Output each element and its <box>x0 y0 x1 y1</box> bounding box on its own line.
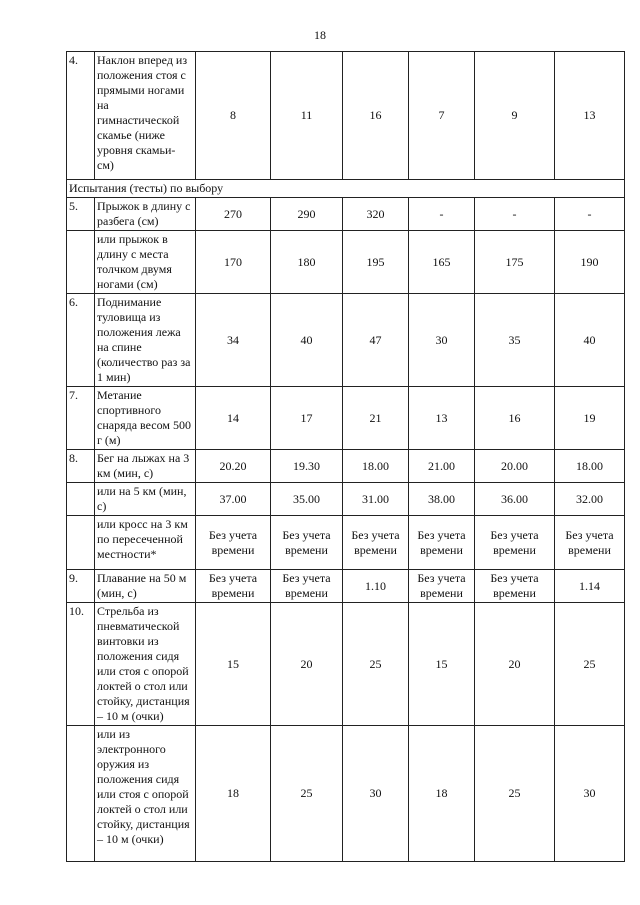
row-number <box>67 231 95 294</box>
norm-value: 47 <box>343 294 409 387</box>
norm-value: 18 <box>196 726 271 862</box>
table-row <box>67 198 625 231</box>
norm-value: Без учета времени <box>343 516 409 570</box>
test-name: или прыжок в длину с места толчком двумя ногами (см) <box>95 231 196 294</box>
row-number <box>67 483 95 516</box>
norm-value: 165 <box>409 231 475 294</box>
norm-value: 18.00 <box>343 450 409 483</box>
norm-value: 20 <box>475 603 555 726</box>
norm-value: 31.00 <box>343 483 409 516</box>
test-name: или из электронного оружия из положения сидя или стоя с опорой локтей о стол или стойку, дистанция – 10 м (очки) <box>95 726 196 862</box>
norm-value: 19.30 <box>271 450 343 483</box>
norm-value: 8 <box>196 52 271 180</box>
norm-value: 30 <box>409 294 475 387</box>
norm-value: 40 <box>271 294 343 387</box>
norm-value: 11 <box>271 52 343 180</box>
norm-value: 38.00 <box>409 483 475 516</box>
norm-value: Без учета времени <box>409 570 475 603</box>
norm-value: Без учета времени <box>271 516 343 570</box>
norm-value: 35 <box>475 294 555 387</box>
norm-value: Без учета времени <box>475 570 555 603</box>
test-name: или на 5 км (мин, с) <box>95 483 196 516</box>
row-number <box>67 516 95 570</box>
row-number: 5. <box>67 198 95 231</box>
row-number: 9. <box>67 570 95 603</box>
row-number: 10. <box>67 603 95 726</box>
norm-value: - <box>555 198 625 231</box>
norm-value: 20.00 <box>475 450 555 483</box>
page-number: 18 <box>314 28 326 42</box>
row-number: 7. <box>67 387 95 450</box>
norm-value: 1.14 <box>555 570 625 603</box>
norm-value: 9 <box>475 52 555 180</box>
norm-value: 17 <box>271 387 343 450</box>
norm-value: 36.00 <box>475 483 555 516</box>
norms-table <box>66 51 625 862</box>
norm-value: 18 <box>409 726 475 862</box>
table-row <box>67 516 625 570</box>
table-row <box>67 387 625 450</box>
norm-value: 16 <box>475 387 555 450</box>
norm-value: 190 <box>555 231 625 294</box>
norm-value: 20 <box>271 603 343 726</box>
norm-value: 15 <box>196 603 271 726</box>
table-row <box>67 483 625 516</box>
row-number <box>67 726 95 862</box>
table-row <box>67 726 625 862</box>
test-name: Прыжок в длину с разбега (см) <box>95 198 196 231</box>
row-number: 8. <box>67 450 95 483</box>
norm-value: 30 <box>343 726 409 862</box>
norm-value: Без учета времени <box>555 516 625 570</box>
norm-value: 32.00 <box>555 483 625 516</box>
test-name: Наклон вперед из положения стоя с прямыми ногами на гимнастической скамье (ниже уровня скамьи- см) <box>95 52 196 180</box>
table-row <box>67 52 625 180</box>
table-row <box>67 450 625 483</box>
row-number: 4. <box>67 52 95 180</box>
norm-value: 34 <box>196 294 271 387</box>
norm-value: 195 <box>343 231 409 294</box>
norm-value: 15 <box>409 603 475 726</box>
norm-value: 37.00 <box>196 483 271 516</box>
table-row <box>67 294 625 387</box>
norm-value: 25 <box>555 603 625 726</box>
test-name: Бег на лыжах на 3 км (мин, с) <box>95 450 196 483</box>
table-row <box>67 231 625 294</box>
norm-value: 21 <box>343 387 409 450</box>
table-row <box>67 603 625 726</box>
norm-value: 20.20 <box>196 450 271 483</box>
norm-value: 7 <box>409 52 475 180</box>
row-number: 6. <box>67 294 95 387</box>
norm-value: 35.00 <box>271 483 343 516</box>
norm-value: 270 <box>196 198 271 231</box>
test-name: Плавание на 50 м (мин, с) <box>95 570 196 603</box>
norm-value: 1.10 <box>343 570 409 603</box>
norm-value: - <box>475 198 555 231</box>
norms-table-body <box>67 52 625 862</box>
norm-value: 25 <box>343 603 409 726</box>
norm-value: 16 <box>343 52 409 180</box>
test-name: или кросс на 3 км по пересеченной местности* <box>95 516 196 570</box>
test-name: Метание спортивного снаряда весом 500 г (м) <box>95 387 196 450</box>
test-name: Поднимание туловища из положения лежа на спине (количество раз за 1 мин) <box>95 294 196 387</box>
norm-value: Без учета времени <box>409 516 475 570</box>
norm-value: 25 <box>271 726 343 862</box>
norm-value: 13 <box>555 52 625 180</box>
norm-value: 13 <box>409 387 475 450</box>
norm-value: 180 <box>271 231 343 294</box>
norm-value: 19 <box>555 387 625 450</box>
norm-value: 25 <box>475 726 555 862</box>
norm-value: 320 <box>343 198 409 231</box>
section-title: Испытания (тесты) по выбору <box>67 180 625 198</box>
norm-value: 14 <box>196 387 271 450</box>
test-name: Стрельба из пневматической винтовки из положения сидя или стоя с опорой локтей о стол или стойку, дистанция – 10 м (очки) <box>95 603 196 726</box>
norm-value: 40 <box>555 294 625 387</box>
norm-value: 175 <box>475 231 555 294</box>
norm-value: 21.00 <box>409 450 475 483</box>
norm-value: 290 <box>271 198 343 231</box>
norm-value: 18.00 <box>555 450 625 483</box>
table-row <box>67 570 625 603</box>
norm-value: 30 <box>555 726 625 862</box>
norm-value: - <box>409 198 475 231</box>
norm-value: Без учета времени <box>196 516 271 570</box>
norm-value: 170 <box>196 231 271 294</box>
norm-value: Без учета времени <box>196 570 271 603</box>
norm-value: Без учета времени <box>271 570 343 603</box>
norm-value: Без учета времени <box>475 516 555 570</box>
section-row <box>67 180 625 198</box>
